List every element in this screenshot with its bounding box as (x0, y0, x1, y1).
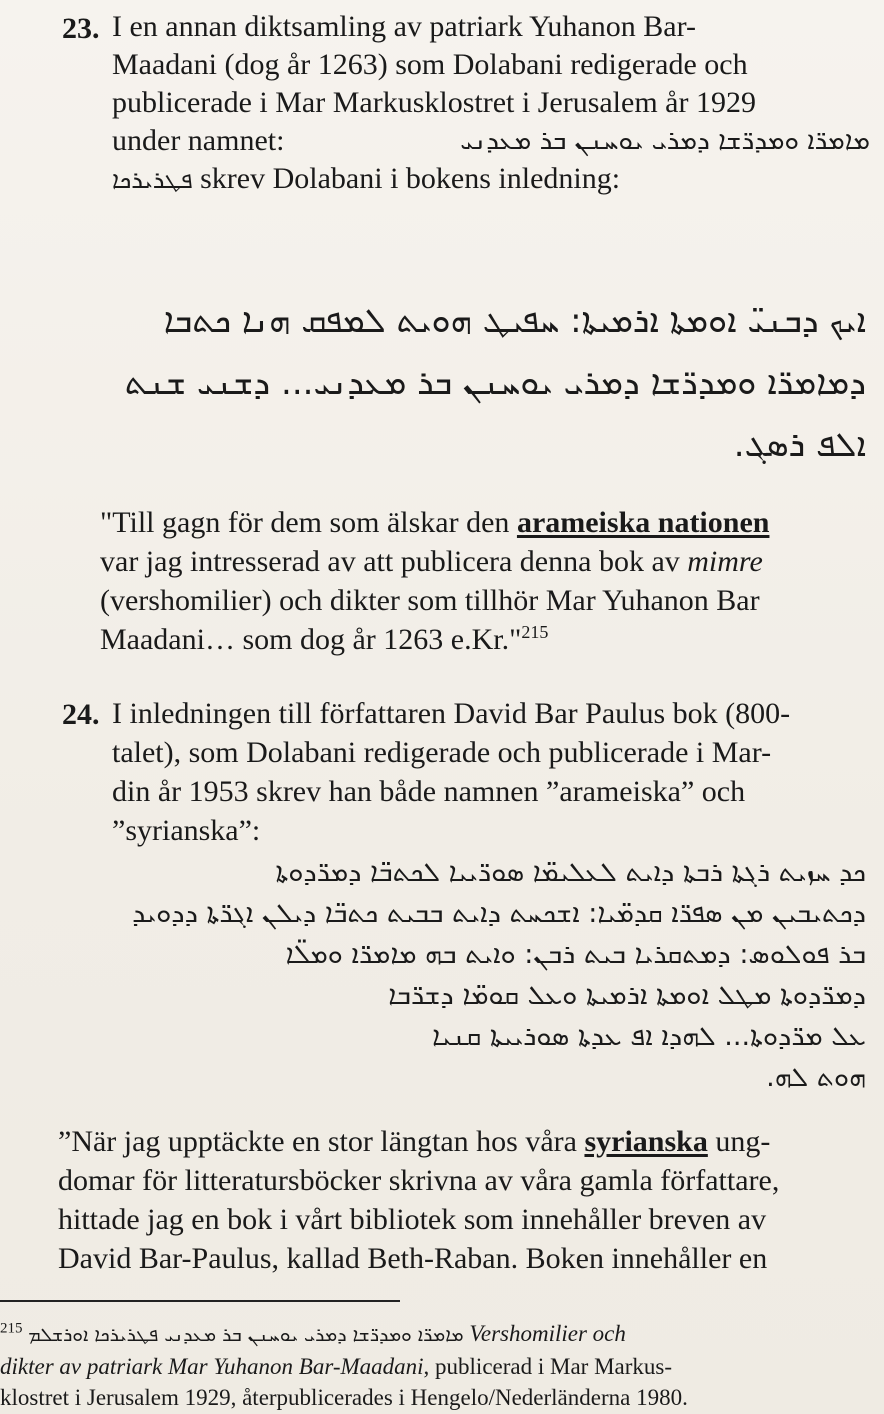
quote-2-line-2: domar för litteratursböcker skrivna av våra gamla författare, (58, 1164, 780, 1197)
skrev-dolabani-text: skrev Dolabani i bokens inledning: (200, 162, 621, 195)
footnote-syriac-title: ܡܐܡܪ̈ܐ ܘܡܕܪ̈ܫܐ ܕܡܪܝ ܝܘܚܢܢ ܒܪ ܡܥܕܢܝ ܦܛܪܝܪܟܐ ܐܘܪܫܠܡ (28, 1324, 464, 1346)
item-23-line-4 (112, 122, 870, 160)
item-24-line-4: ”syrianska”: (112, 814, 261, 847)
item-23-line-2: Maadani (dog år 1263) som Dolabani redigerade och (112, 48, 748, 81)
syriac-quote-2-line-4: ܕܡܪ̈ܕܘܬܐ ܡܛܠ ܐܘܡܬܐ ܐܪܡܝܬܐ ܘܥܠ ܩܘܡ̈ܐ ܕܫܪ̈ܒܐ (388, 980, 866, 1011)
syriac-quote-2 (76, 852, 866, 1098)
syriac-quote-2-line-2: ܕܟܬܝܒܝܢ ܡܢ ܣܦܪ̈ܐ ܩܕܡ̈ܝܐ: ܐܫܟܚܬ ܕܐܝܬ ܒܒܝܬ ܟܬܒ̈ܐ ܕܝܠܢ ܐܓܪ̈ܬܐ ܕܕܘܝܕ (132, 898, 866, 929)
item-23-line-3: publicerade i Mar Markusklostret i Jerusalem år 1929 (112, 86, 756, 119)
syriac-quote-2-line-3: ܒܪ ܦܘܠܘܣ: ܕܡܬܩܪܝܐ ܒܝܬ ܪܒܢ: ܘܐܝܬ ܒܗ ܡܐܡܪ̈ܐ ܘܡܠ̈ܐ (285, 939, 866, 970)
syriac-quote-2-line-6: ܗܘܬ ܠܗ. (766, 1062, 866, 1093)
footnote-line-1 (0, 1318, 884, 1351)
item-24-paragraph (112, 694, 870, 850)
syriac-quote-2-line-5: ܥܠ ܡܪ̈ܕܘܬܐ... ܠܗܕܐ ܐܦ ܥܕܬܐ ܣܘܪܝܝܬܐ ܩܢܝܐ (432, 1021, 866, 1052)
item-number-24: 24. (62, 698, 100, 731)
item-24-line-1: I inledningen till författaren David Bar Paulus bok (800- (112, 697, 791, 730)
under-namnet-text: under namnet: (112, 124, 285, 157)
item-24-line-3: din år 1953 skrev han både namnen ”arameiska” och (112, 775, 746, 808)
item-number-23: 23. (62, 12, 100, 45)
italic-mimre: mimre (687, 545, 763, 578)
quote-2-line-4: David Bar-Paulus, kallad Beth-Raban. Boken innehåller en (58, 1242, 768, 1275)
quote-1-line-4: Maadani… som dog år 1263 e.Kr."$^{215}$ (100, 622, 549, 656)
syriac-title-part-2: ܦܛܪܝܪܟܐ (112, 166, 193, 194)
footnote-215 (0, 1318, 884, 1413)
footnote-separator (0, 1300, 400, 1302)
emphasis-syrianska: syrianska (584, 1125, 708, 1158)
quote-2-translation (58, 1122, 870, 1278)
item-23-paragraph (112, 8, 870, 199)
quote-1-line-1: "Till gagn för dem som älskar den arameiska nationen (100, 506, 770, 539)
footnote-line-3: klostret i Jerusalem 1929, återpublicerades i Hengelo/Nederländerna 1980. (0, 1385, 688, 1410)
item-24-line-2: talet), som Dolabani redigerade och publicerade i Mar- (112, 736, 772, 769)
emphasis-arameiska-nationen: arameiska nationen (516, 506, 770, 539)
quote-1-line-2: var jag intresserad av att publicera denna bok av mimre (100, 545, 763, 578)
syriac-quote-2-line-1: ܟܕ ܚܙܝܬ ܪܓܬܐ ܪܒܬܐ ܕܐܝܬ ܠܥܠܝܡ̈ܐ ܣܘܪ̈ܝܝܐ ܠܟܬܒ̈ܐ ܕܡܪ̈ܕܘܬܐ (275, 857, 866, 888)
item-23-line-1: I en annan diktsamling av patriark Yuhanon Bar- (112, 10, 696, 43)
quote-2-line-3: hittade jag en bok i vårt bibliotek som innehåller breven av (58, 1203, 767, 1236)
footnote-ref-215[interactable]: 215 (521, 622, 549, 642)
footnote-italic-1: Vershomilier och (469, 1321, 626, 1346)
syriac-quote-1 (46, 290, 866, 476)
syriac-quote-1-line-2: ܕܡܐܡܪ̈ܐ ܘܡܕܪ̈ܫܐ ܕܡܪܝ ܝܘܚܢܢ ܒܪ ܡܥܕܢܝ... ܕܫܢܝ ܫܢܬ (124, 363, 866, 403)
syriac-title-part-1: ܡܐܡܪ̈ܐ ܘܡܕܪ̈ܫܐ ܕܡܪܝ ܝܘܚܢܢ ܒܪ ܡܥܕܢܝ (460, 126, 870, 156)
syriac-quote-1-line-1: ܐܝܟ ܕܒܢܝ̈ ܐܘܡܬܐ ܐܪܡܝܬܐ: ܚܦܝܛ ܗܘܝܬ ܠܡܦܩ ܗܢܐ ܟܬܒܐ (163, 301, 866, 341)
quote-1-translation (100, 503, 848, 659)
footnote-number: 215 (0, 1320, 23, 1337)
quote-2-line-1: ”När jag upptäckte en stor längtan hos våra syrianska ung- (58, 1125, 771, 1158)
item-23-line-5 (112, 160, 870, 199)
footnote-italic-2: dikter av patriark Mar Yuhanon Bar-Maadani (0, 1354, 424, 1379)
syriac-quote-1-line-3: ܐܠܦ ܪܣܓ. (733, 425, 866, 465)
footnote-line-2: dikter av patriark Mar Yuhanon Bar-Maadani, publicerad i Mar Markus- (0, 1354, 672, 1379)
quote-1-line-3: (vershomilier) och dikter som tillhör Mar Yuhanon Bar (100, 584, 760, 617)
